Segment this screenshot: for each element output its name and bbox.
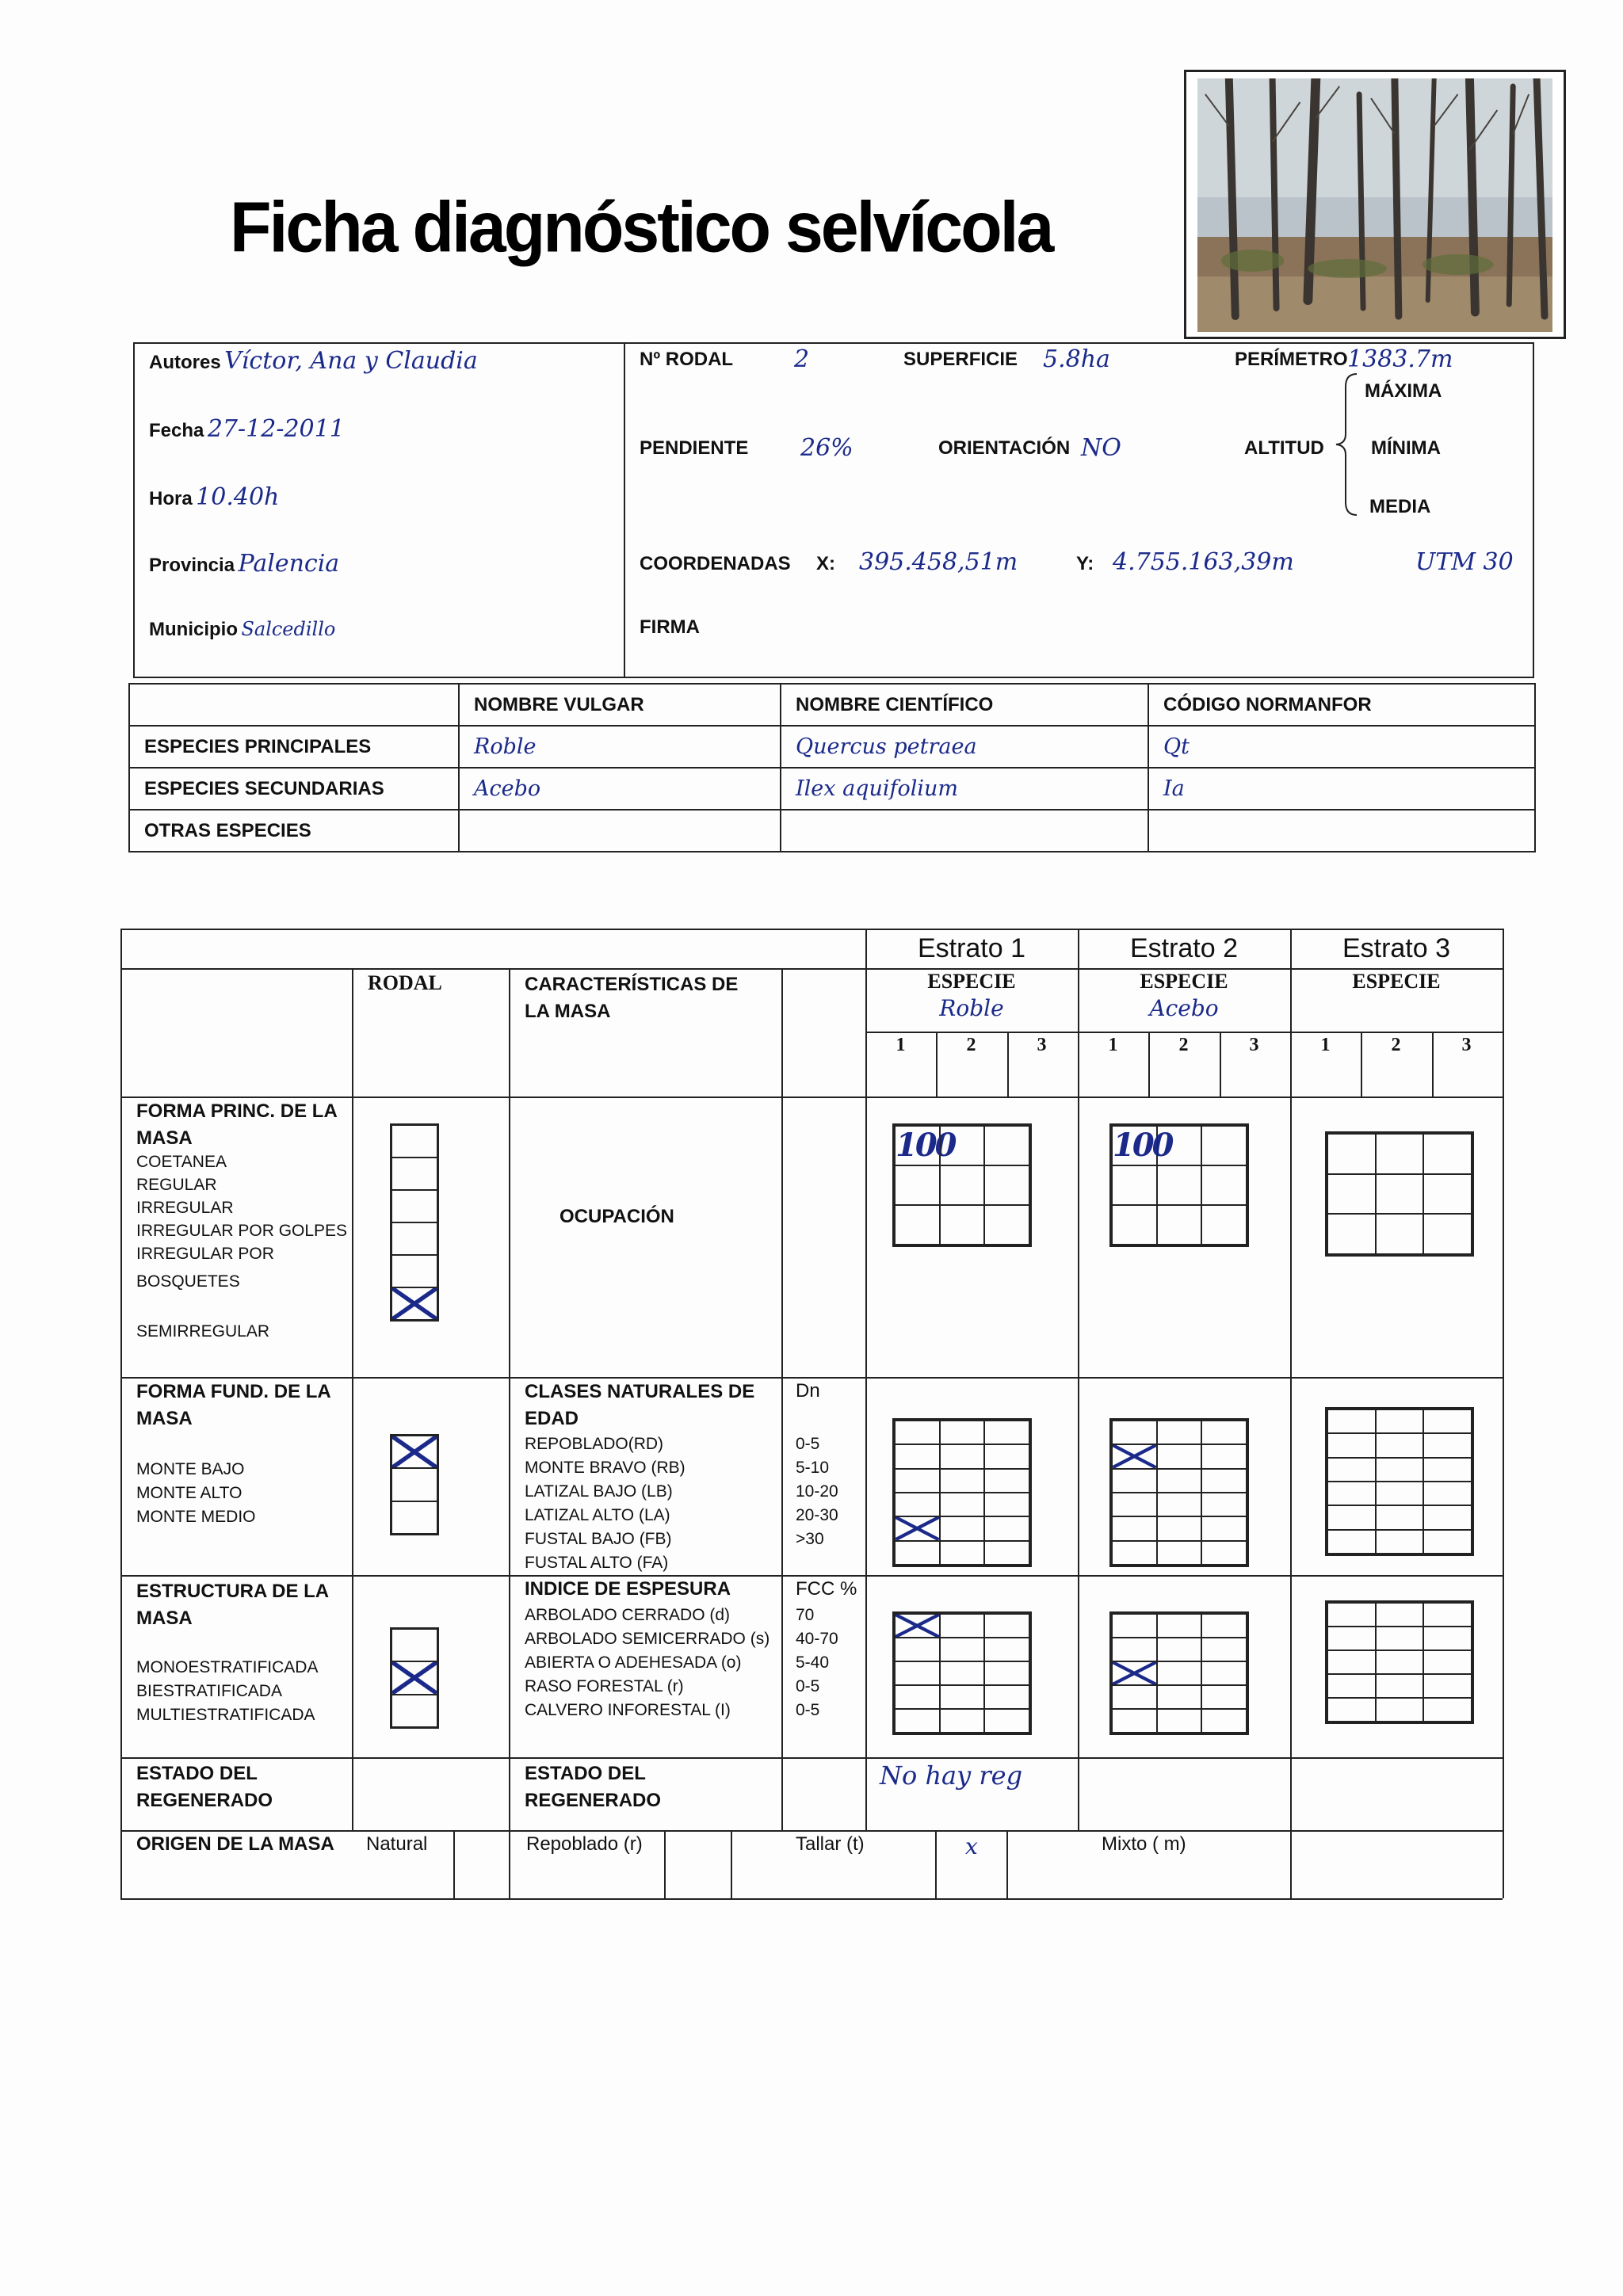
municipio-label: Municipio: [149, 619, 238, 640]
grid-cell[interactable]: [1201, 1493, 1247, 1516]
grid-cell[interactable]: [895, 1444, 940, 1468]
grid-cell[interactable]: [940, 1709, 985, 1733]
x-label: X:: [816, 553, 835, 574]
table-rule: [865, 1032, 1503, 1033]
espesura-grid-e3[interactable]: [1325, 1600, 1474, 1724]
grid-cell[interactable]: [1112, 1421, 1157, 1444]
list-item: 5-10: [796, 1459, 830, 1477]
grid-cell[interactable]: [895, 1709, 940, 1733]
grid-cell[interactable]: [1157, 1469, 1202, 1493]
species-row-label: ESPECIES PRINCIPALES: [129, 726, 459, 768]
coordenadas-label: COORDENADAS: [640, 553, 791, 574]
grid-cell[interactable]: [895, 1685, 940, 1709]
autores-row: [149, 347, 478, 375]
table-rule: [1078, 929, 1079, 1830]
species-cientifico: Ilex aquifolium: [781, 768, 1148, 810]
origen-natural: Natural: [366, 1833, 428, 1855]
table-rule: [453, 1830, 455, 1898]
ocupacion-e2-value: 100: [1113, 1127, 1172, 1164]
grid-cell[interactable]: [1157, 1638, 1202, 1661]
grid-cell[interactable]: [940, 1685, 985, 1709]
grid-cell[interactable]: [895, 1638, 940, 1661]
grid-cell[interactable]: [984, 1685, 1029, 1709]
grid-cell[interactable]: [984, 1638, 1029, 1661]
clases-grid-e1[interactable]: [892, 1418, 1032, 1567]
grid-cell[interactable]: [984, 1421, 1029, 1444]
indice-list: [525, 1604, 769, 1722]
forma-princ-list: [136, 1150, 347, 1343]
fecha-label: Fecha: [149, 420, 204, 441]
table-rule: [120, 929, 1503, 930]
pendiente-value: 26%: [800, 434, 854, 462]
grid-cell[interactable]: [940, 1421, 985, 1444]
header-box: [133, 342, 1534, 678]
provincia-value: Palencia: [238, 550, 340, 578]
list-item: MONOESTRATIFICADA: [136, 1658, 319, 1676]
forma-fund-list: [136, 1458, 256, 1529]
estructura-list: [136, 1656, 318, 1727]
species-table: [128, 683, 1536, 852]
origen-tallar: Tallar (t): [796, 1833, 865, 1855]
altitud-label: ALTITUD: [1244, 437, 1324, 459]
table-rule: [509, 968, 510, 1898]
estrato2-header: Estrato 2: [1129, 933, 1239, 963]
sub-column-number: 2: [1391, 1035, 1401, 1055]
grid-cell[interactable]: [1112, 1444, 1157, 1468]
table-row: [129, 810, 1535, 852]
clases-title: CLASES NATURALES DE EDAD: [525, 1381, 755, 1429]
grid-cell[interactable]: [1423, 1698, 1472, 1722]
grid-cell[interactable]: [1423, 1530, 1472, 1554]
table-rule: [781, 968, 783, 1830]
y-label: Y:: [1076, 553, 1094, 574]
list-item: LATIZAL ALTO (LA): [525, 1506, 670, 1524]
perimetro-label: PERÍMETRO: [1235, 349, 1348, 370]
grid-cell[interactable]: [1376, 1650, 1424, 1674]
grid-cell[interactable]: [1327, 1698, 1376, 1722]
list-item: SEMIRREGULAR: [136, 1322, 270, 1341]
list-item: ABIERTA O ADEHESADA (o): [525, 1653, 742, 1672]
grid-cell[interactable]: [1112, 1614, 1157, 1638]
species-row-label: OTRAS ESPECIES: [129, 810, 459, 852]
grid-cell[interactable]: [1327, 1409, 1376, 1433]
table-row: [129, 768, 1535, 810]
clases-list: [525, 1432, 685, 1575]
provincia-row: [149, 550, 339, 578]
forma-fund-title: FORMA FUND. DE LA MASA: [136, 1381, 330, 1429]
table-rule: [1006, 1830, 1008, 1898]
pendiente-label: PENDIENTE: [640, 437, 749, 459]
perimetro-value: 1383.7m: [1347, 345, 1453, 373]
clases-grid-e3[interactable]: [1325, 1407, 1474, 1556]
grid-cell[interactable]: [1112, 1661, 1157, 1685]
grid-cell[interactable]: [1423, 1627, 1472, 1650]
list-item: CALVERO INFORESTAL (I): [525, 1701, 731, 1719]
list-item: LATIZAL BAJO (LB): [525, 1482, 673, 1501]
list-item: COETANEA: [136, 1153, 227, 1171]
grid-cell[interactable]: [1157, 1444, 1202, 1468]
superficie-label: SUPERFICIE: [903, 349, 1018, 370]
superficie-value: 5.8ha: [1043, 345, 1110, 373]
grid-cell[interactable]: [1157, 1709, 1202, 1733]
espesura-grid-e1[interactable]: [892, 1611, 1032, 1735]
especie2-header: ESPECIE: [1140, 970, 1228, 993]
estado-title: ESTADO DEL REGENERADO: [136, 1763, 273, 1811]
fecha-value: 27-12-2011: [207, 415, 345, 443]
grid-cell[interactable]: [895, 1516, 940, 1540]
grid-cell[interactable]: [940, 1493, 985, 1516]
especie1-value: Roble: [939, 995, 1004, 1021]
ocupacion-grid-e1[interactable]: [892, 1123, 1032, 1247]
grid-cell[interactable]: [1157, 1614, 1202, 1638]
grid-cell[interactable]: [1376, 1505, 1424, 1529]
grid-cell[interactable]: [984, 1614, 1029, 1638]
sub-column-number: 2: [1178, 1035, 1189, 1055]
fcc-list: [796, 1604, 838, 1722]
grid-cell[interactable]: [1376, 1698, 1424, 1722]
grid-cell[interactable]: [895, 1541, 940, 1565]
estado-title-2: ESTADO DEL REGENERADO: [525, 1763, 662, 1811]
grid-cell[interactable]: [984, 1661, 1029, 1685]
sub-column-number: 1: [896, 1035, 906, 1055]
table-row: [129, 726, 1535, 768]
grid-cell[interactable]: [1327, 1433, 1376, 1457]
grid-cell[interactable]: [1327, 1674, 1376, 1698]
list-item: 20-30: [796, 1506, 838, 1524]
ocupacion-label: OCUPACIÓN: [559, 1206, 674, 1227]
fecha-row: [149, 415, 345, 443]
grid-cell[interactable]: [1201, 1516, 1247, 1540]
grid-cell[interactable]: [1157, 1421, 1202, 1444]
list-item: 0-5: [796, 1677, 820, 1695]
origen-tallar-mark: x: [965, 1833, 978, 1859]
list-item: REGULAR: [136, 1176, 217, 1194]
rodal-value: 2: [794, 345, 810, 373]
grid-cell[interactable]: [1201, 1444, 1247, 1468]
list-item: MONTE BRAVO (RB): [525, 1459, 685, 1477]
grid-cell[interactable]: [1423, 1409, 1472, 1433]
list-item: ARBOLADO SEMICERRADO (s): [525, 1630, 770, 1648]
grid-cell[interactable]: [1376, 1674, 1424, 1698]
espesura-grid-e2[interactable]: [1109, 1611, 1249, 1735]
grid-cell[interactable]: [1112, 1709, 1157, 1733]
list-item: FUSTAL BAJO (FB): [525, 1530, 672, 1548]
table-rule: [120, 1898, 1503, 1900]
list-item: BOSQUETES: [136, 1272, 240, 1291]
provincia-label: Provincia: [149, 555, 235, 576]
grid-cell[interactable]: [1327, 1627, 1376, 1650]
grid-cell[interactable]: [984, 1444, 1029, 1468]
grid-cell[interactable]: [1376, 1603, 1424, 1627]
grid-cell[interactable]: [940, 1444, 985, 1468]
sub-column-number: 2: [966, 1035, 976, 1055]
table-rule: [120, 1757, 1503, 1759]
table-rule: [731, 1830, 732, 1898]
forest-photo: [1184, 70, 1566, 339]
grid-cell[interactable]: [1327, 1458, 1376, 1482]
table-rule: [120, 1575, 1503, 1577]
grid-cell[interactable]: [1112, 1638, 1157, 1661]
autores-label: Autores: [149, 352, 221, 373]
grid-cell[interactable]: [1201, 1661, 1247, 1685]
caracteristicas-header: CARACTERÍSTICAS DE LA MASA: [525, 974, 739, 1022]
grid-cell[interactable]: [1157, 1516, 1202, 1540]
list-item: MONTE MEDIO: [136, 1508, 256, 1526]
species-cientifico: Quercus petraea: [781, 726, 1148, 768]
grid-cell[interactable]: [1423, 1458, 1472, 1482]
forma-princ-title: FORMA PRINC. DE LA MASA: [136, 1100, 337, 1149]
ocupacion-e1-value: 100: [896, 1127, 955, 1164]
ocupacion-grid-e2[interactable]: [1109, 1123, 1249, 1247]
list-item: 5-40: [796, 1653, 830, 1672]
grid-cell[interactable]: [984, 1541, 1029, 1565]
hora-value: 10.40h: [196, 483, 280, 511]
list-item: MULTIESTRATIFICADA: [136, 1706, 315, 1724]
minima-label: MÍNIMA: [1371, 437, 1441, 459]
media-label: MEDIA: [1369, 496, 1431, 517]
species-cientifico: [781, 810, 1148, 852]
species-header-codigo: CÓDIGO NORMANFOR: [1148, 684, 1535, 726]
sub-column-number: 3: [1249, 1035, 1259, 1055]
grid-cell[interactable]: [1112, 1469, 1157, 1493]
list-item: MONTE ALTO: [136, 1484, 242, 1502]
grid-cell[interactable]: [1423, 1674, 1472, 1698]
origen-mixto: Mixto ( m): [1102, 1833, 1186, 1855]
municipio-row: [149, 618, 335, 641]
list-item: >30: [796, 1530, 824, 1548]
grid-cell[interactable]: [1327, 1505, 1376, 1529]
maxima-label: MÁXIMA: [1365, 380, 1442, 402]
sub-column-number: 3: [1037, 1035, 1047, 1055]
grid-cell[interactable]: [1327, 1482, 1376, 1505]
list-item: 10-20: [796, 1482, 838, 1501]
grid-cell[interactable]: [1376, 1627, 1424, 1650]
table-rule: [120, 1830, 1503, 1832]
altitud-brace-icon: [1333, 371, 1365, 518]
grid-cell[interactable]: [1376, 1482, 1424, 1505]
list-item: BIESTRATIFICADA: [136, 1682, 282, 1700]
list-item: FUSTAL ALTO (FA): [525, 1554, 669, 1572]
species-vulgar: Roble: [459, 726, 781, 768]
grid-cell[interactable]: [895, 1614, 940, 1638]
grid-cell[interactable]: [1157, 1541, 1202, 1565]
grid-cell[interactable]: [895, 1661, 940, 1685]
list-item: 40-70: [796, 1630, 838, 1648]
estado-value: No hay reg: [880, 1760, 1023, 1791]
list-item: ARBOLADO CERRADO (d): [525, 1606, 731, 1624]
grid-cell[interactable]: [1112, 1516, 1157, 1540]
grid-cell[interactable]: [1423, 1482, 1472, 1505]
firma-label: FIRMA: [640, 616, 700, 638]
especie2-value: Acebo: [1149, 995, 1219, 1021]
orientacion-value: NO: [1081, 434, 1121, 462]
grid-cell[interactable]: [895, 1493, 940, 1516]
list-item: 70: [796, 1606, 815, 1624]
list-item: IRREGULAR: [136, 1199, 234, 1217]
species-codigo: Qt: [1148, 726, 1535, 768]
list-item: IRREGULAR POR GOLPES: [136, 1222, 348, 1240]
table-rule: [352, 968, 353, 1830]
species-codigo: Ia: [1148, 768, 1535, 810]
grid-cell[interactable]: [1157, 1493, 1202, 1516]
grid-cell[interactable]: [1201, 1541, 1247, 1565]
autores-value: Víctor, Ana y Claudia: [224, 347, 478, 375]
species-header-row: [129, 684, 1535, 726]
grid-cell[interactable]: [984, 1709, 1029, 1733]
grid-cell[interactable]: [1201, 1469, 1247, 1493]
grid-cell[interactable]: [1157, 1661, 1202, 1685]
y-value: 4.755.163,39m: [1113, 548, 1294, 576]
list-item: RASO FORESTAL (r): [525, 1677, 684, 1695]
sub-column-number: 3: [1461, 1035, 1472, 1055]
rodal-col-header: RODAL: [368, 971, 442, 994]
grid-cell[interactable]: [984, 1493, 1029, 1516]
table-rule: [865, 929, 867, 1830]
utm-value: UTM 30: [1415, 548, 1514, 576]
grid-cell[interactable]: [1201, 1709, 1247, 1733]
hora-row: [149, 483, 279, 511]
grid-cell[interactable]: [1201, 1421, 1247, 1444]
grid-cell[interactable]: [1112, 1541, 1157, 1565]
species-vulgar: Acebo: [459, 768, 781, 810]
especie3-header: ESPECIE: [1352, 970, 1441, 993]
especie1-header: ESPECIE: [927, 970, 1016, 993]
species-header-vulgar: NOMBRE VULGAR: [459, 684, 781, 726]
grid-cell[interactable]: [1376, 1409, 1424, 1433]
grid-cell[interactable]: [940, 1614, 985, 1638]
grid-cell[interactable]: [940, 1469, 985, 1493]
list-item: 0-5: [796, 1435, 820, 1453]
forma-princ-checkboxes[interactable]: [390, 1123, 439, 1322]
municipio-value: Salcedillo: [241, 618, 336, 640]
table-rule: [935, 1830, 937, 1898]
species-header-empty: [129, 684, 459, 726]
sub-column-number: 1: [1108, 1035, 1118, 1055]
species-row-label: ESPECIES SECUNDARIAS: [129, 768, 459, 810]
grid-cell[interactable]: [1112, 1493, 1157, 1516]
grid-cell[interactable]: [1112, 1685, 1157, 1709]
species-header-cientifico: NOMBRE CIENTÍFICO: [781, 684, 1148, 726]
grid-cell[interactable]: [984, 1469, 1029, 1493]
species-codigo: [1148, 810, 1535, 852]
estrato1-header: Estrato 1: [917, 933, 1026, 963]
forma-fund-checkboxes[interactable]: [390, 1434, 439, 1535]
estructura-checkboxes[interactable]: [390, 1627, 439, 1729]
fcc-title: FCC %: [796, 1578, 857, 1600]
estrato3-header: Estrato 3: [1342, 933, 1451, 963]
x-value: 395.458,51m: [859, 548, 1018, 576]
grid-cell[interactable]: [1423, 1505, 1472, 1529]
dn-title: Dn: [796, 1380, 820, 1402]
origen-repoblado: Repoblado (r): [526, 1833, 643, 1855]
grid-cell[interactable]: [1376, 1458, 1424, 1482]
table-rule: [664, 1830, 666, 1898]
grid-cell[interactable]: [895, 1421, 940, 1444]
estructura-title: ESTRUCTURA DE LA MASA: [136, 1581, 329, 1629]
table-rule: [120, 929, 122, 1898]
grid-cell[interactable]: [1201, 1638, 1247, 1661]
grid-cell[interactable]: [940, 1661, 985, 1685]
grid-cell[interactable]: [940, 1638, 985, 1661]
grid-cell[interactable]: [1376, 1530, 1424, 1554]
grid-cell[interactable]: [1327, 1650, 1376, 1674]
page-title: Ficha diagnóstico selvícola: [230, 187, 1052, 268]
grid-cell[interactable]: [1423, 1650, 1472, 1674]
table-rule: [1290, 929, 1292, 1898]
sub-column-number: 1: [1320, 1035, 1331, 1055]
orientacion-label: ORIENTACIÓN: [938, 437, 1071, 459]
list-item: REPOBLADO(RD): [525, 1435, 664, 1453]
list-item: MONTE BAJO: [136, 1460, 245, 1478]
grid-cell[interactable]: [895, 1469, 940, 1493]
list-item: IRREGULAR POR: [136, 1245, 274, 1263]
table-rule: [1503, 929, 1504, 1898]
clases-grid-e2[interactable]: [1109, 1418, 1249, 1567]
grid-cell[interactable]: [984, 1516, 1029, 1540]
grid-cell[interactable]: [1201, 1685, 1247, 1709]
species-vulgar: [459, 810, 781, 852]
indice-title: INDICE DE ESPESURA: [525, 1578, 731, 1600]
grid-cell[interactable]: [1327, 1530, 1376, 1554]
hora-label: Hora: [149, 488, 193, 509]
dn-list: [796, 1432, 838, 1551]
grid-cell[interactable]: [1201, 1614, 1247, 1638]
ocupacion-grid-e3[interactable]: [1325, 1131, 1474, 1257]
grid-cell[interactable]: [1157, 1685, 1202, 1709]
grid-cell[interactable]: [940, 1541, 985, 1565]
rodal-label: Nº RODAL: [640, 349, 734, 370]
grid-cell[interactable]: [1423, 1433, 1472, 1457]
list-item: 0-5: [796, 1701, 820, 1719]
grid-cell[interactable]: [1376, 1433, 1424, 1457]
grid-cell[interactable]: [940, 1516, 985, 1540]
grid-cell[interactable]: [1423, 1603, 1472, 1627]
origen-title: ORIGEN DE LA MASA: [136, 1833, 334, 1855]
grid-cell[interactable]: [1327, 1603, 1376, 1627]
